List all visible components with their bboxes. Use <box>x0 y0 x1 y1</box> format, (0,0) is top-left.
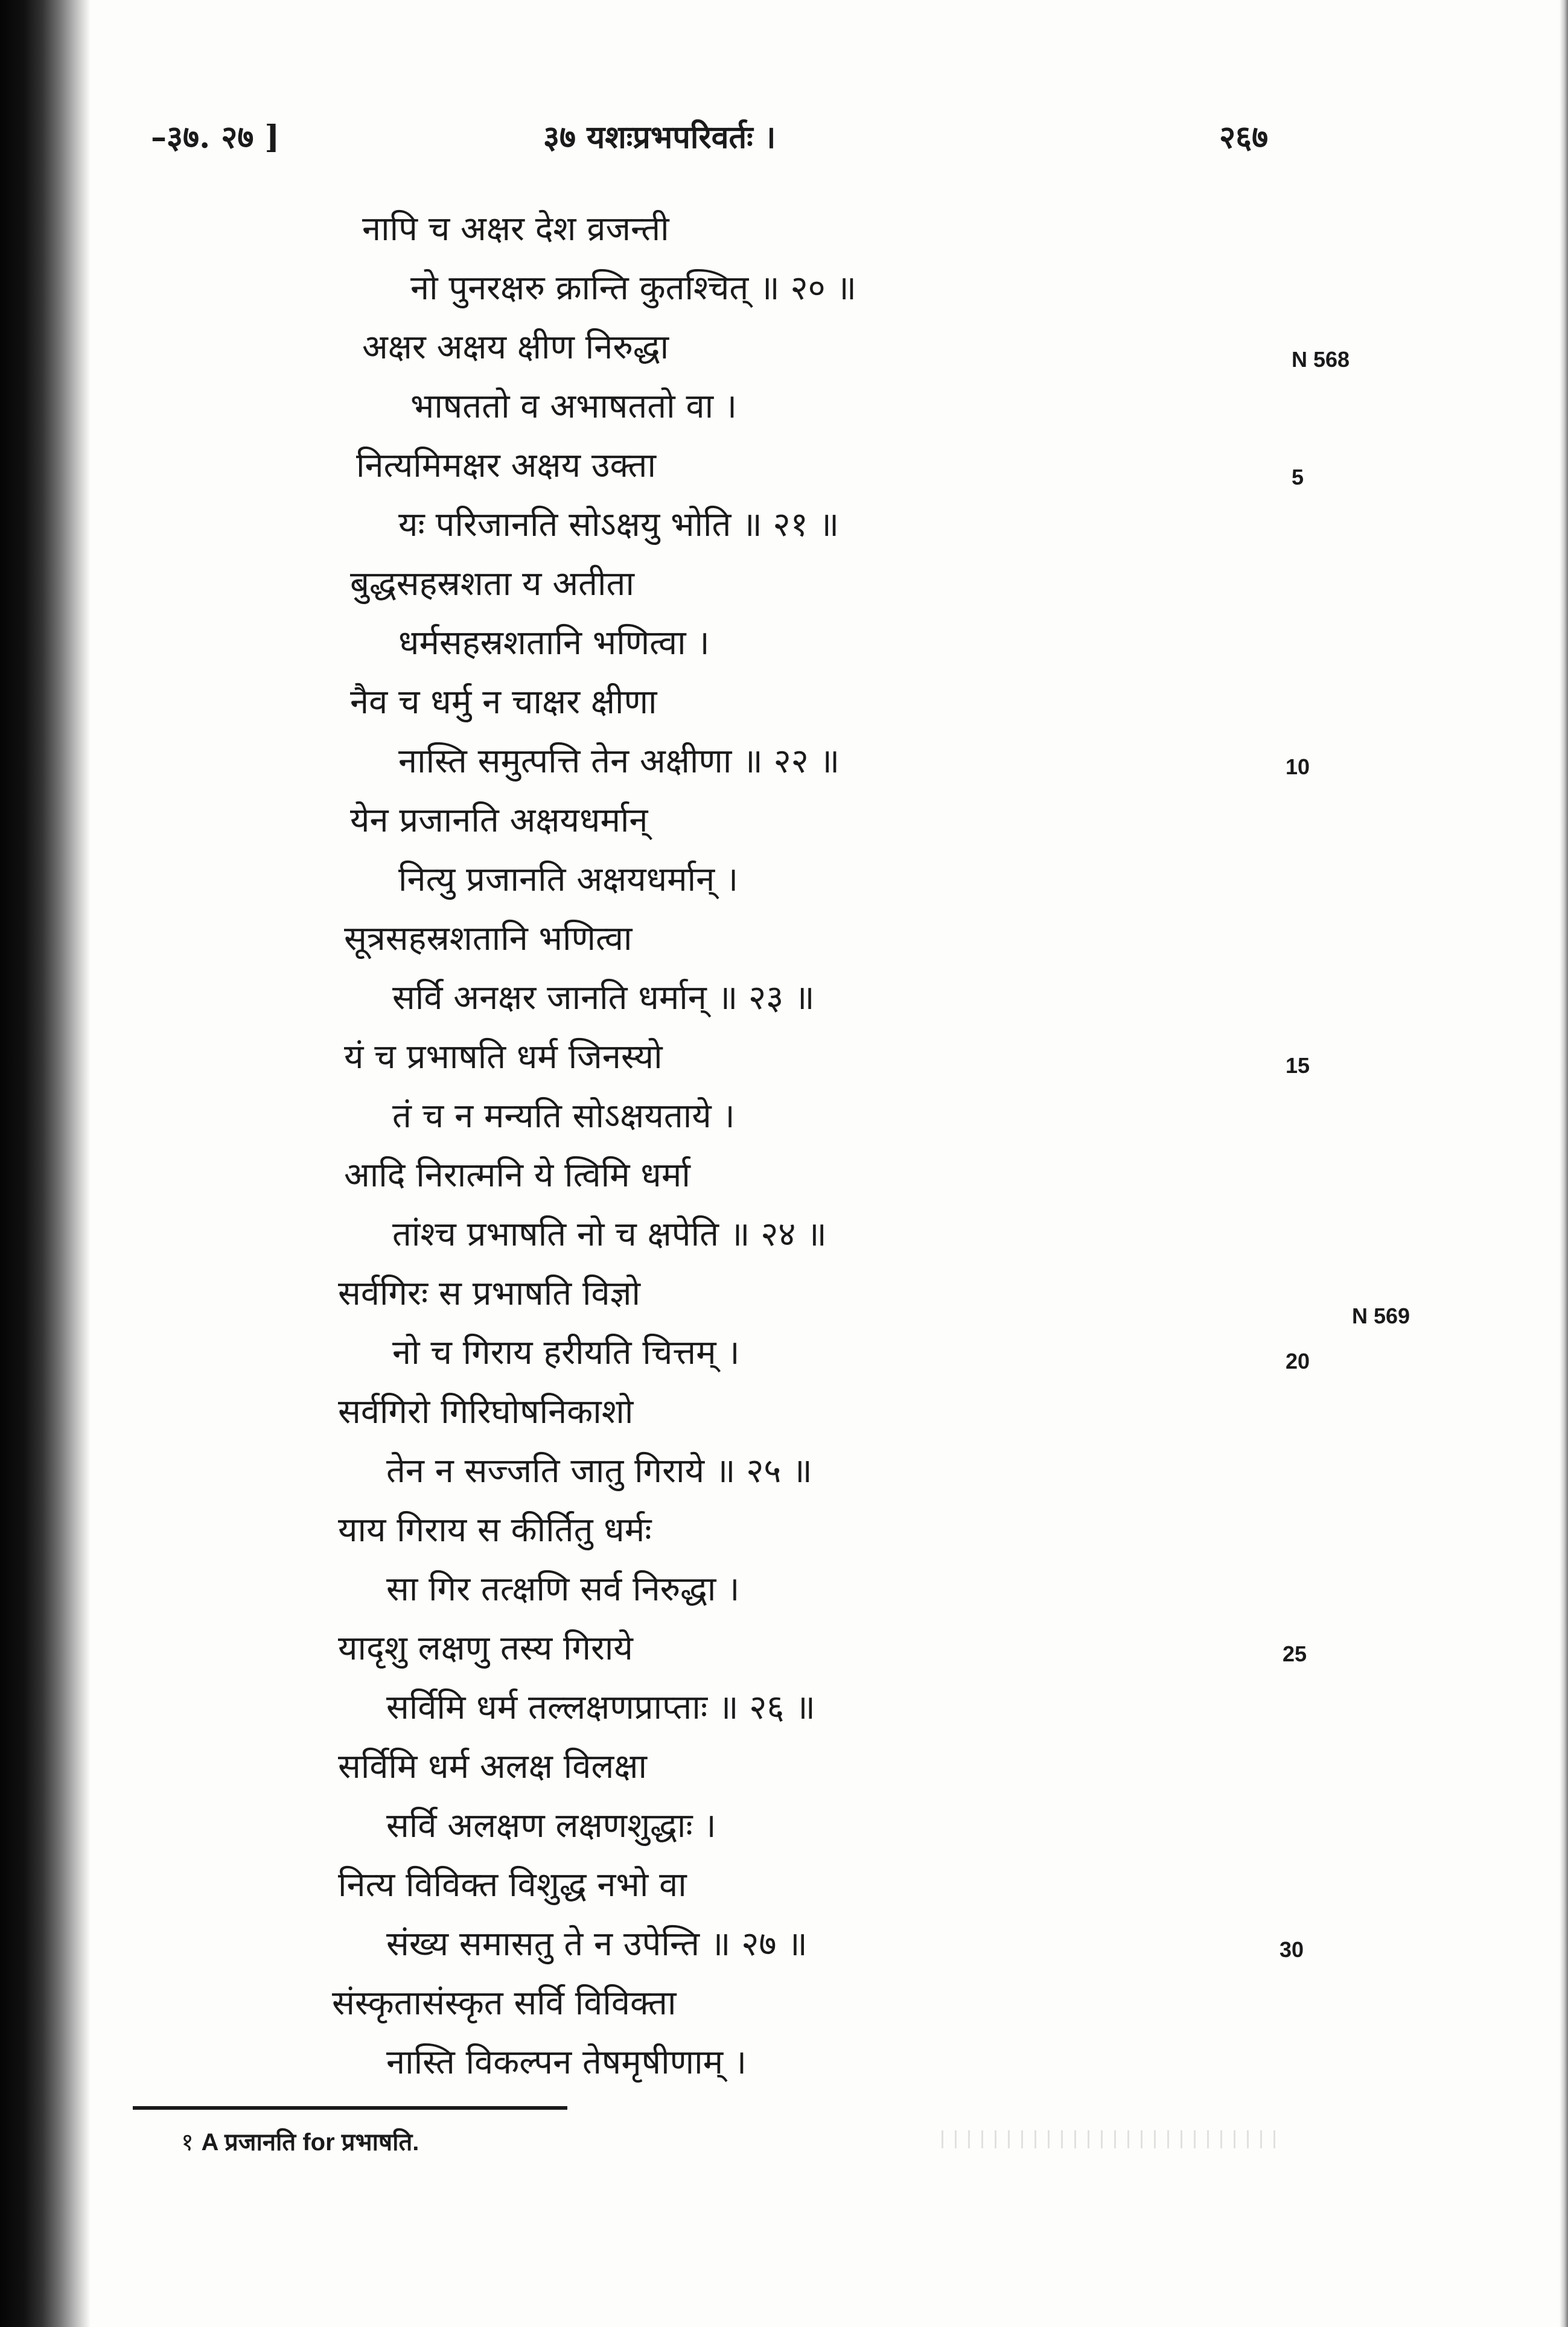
verse-line: नित्य विविक्त विशुद्ध नभो वा <box>338 1865 687 1905</box>
verse-line: तेन न सज्जति जातु गिराये ॥ २५ ॥ <box>386 1451 812 1491</box>
verse-line: नास्ति विकल्पन तेषमृषीणाम् । <box>386 2043 747 2082</box>
verse-line: बुद्धसहस्रशता य अतीता <box>350 564 634 603</box>
footnote-marker: १ <box>181 2128 194 2156</box>
margin-line-15: 15 <box>1286 1053 1310 1078</box>
verse-line: नास्ति समुत्पत्ति तेन अक्षीणा ॥ २२ ॥ <box>398 742 840 781</box>
scan-speckle <box>942 2130 1280 2148</box>
verse-line: याय गिराय स कीर्तितु धर्मः <box>338 1510 652 1550</box>
verse-line: सर्वगिरः स प्रभाषति विज्ञो <box>338 1274 641 1313</box>
header-verse-range: –३७. २७ ] <box>151 119 280 156</box>
running-header <box>0 115 1568 169</box>
verse-line: धर्मसहस्रशतानि भणित्वा । <box>398 623 710 663</box>
verse-line: यादृशु लक्षणु तस्य गिराये <box>338 1629 633 1668</box>
verse-line: नो पुनरक्षरु क्रान्ति कुतश्चित् ॥ २० ॥ <box>410 269 857 308</box>
verse-line: नैव च धर्मु न चाक्षर क्षीणा <box>350 683 657 722</box>
verse-line: नित्यमिमक्षर अक्षय उक्ता <box>356 446 656 485</box>
verse-line: सर्वि अनक्षर जानति धर्मान् ॥ २३ ॥ <box>392 978 815 1017</box>
margin-line-25: 25 <box>1283 1641 1307 1666</box>
page-edge-shadow <box>1560 0 1568 2327</box>
verse-line: अक्षर अक्षय क्षीण निरुद्धा <box>362 328 669 367</box>
header-page-number: २६७ <box>1219 119 1269 156</box>
verse-line: यः परिजानति सोऽक्षयु भोति ॥ २१ ॥ <box>398 505 840 544</box>
verse-line: तं च न मन्यति सोऽक्षयताये । <box>392 1097 735 1136</box>
margin-line-30: 30 <box>1280 1937 1304 1962</box>
verse-line: सर्वि अलक्षण लक्षणशुद्धाः । <box>386 1806 716 1845</box>
verse-line: तांश्च प्रभाषति नो च क्षपेति ॥ २४ ॥ <box>392 1215 827 1254</box>
verse-line: येन प्रजानति अक्षयधर्मान् <box>350 801 648 840</box>
verse-line: सूत्रसहस्रशतानि भणित्वा <box>344 919 633 958</box>
footnote-text: A प्रजानति for प्रभाषति. <box>201 2129 419 2156</box>
verse-line: संस्कृतासंस्कृत सर्वि विविक्ता <box>332 1984 677 2023</box>
margin-line-5: 5 <box>1292 465 1304 489</box>
margin-line-10: 10 <box>1286 754 1310 779</box>
verse-line: सा गिर तत्क्षणि सर्व निरुद्धा । <box>386 1570 740 1609</box>
margin-line-20: 20 <box>1286 1349 1310 1374</box>
margin-ref-n568: N 568 <box>1292 347 1350 372</box>
footnote <box>181 2124 419 2157</box>
verse-line: भाषततो व अभाषततो वा । <box>410 387 738 426</box>
verse-line: नो च गिराय हरीयति चित्तम् । <box>392 1333 740 1372</box>
verse-line: सर्वगिरो गिरिघोषनिकाशो <box>338 1392 634 1431</box>
header-chapter-title: ३७ यशःप्रभपरिवर्तः । <box>543 119 776 156</box>
verse-line: आदि निरात्मनि ये त्विमि धर्मा <box>344 1156 690 1195</box>
verse-line: नित्यु प्रजानति अक्षयधर्मान् । <box>398 860 739 899</box>
verse-line: संख्य समासतु ते न उपेन्ति ॥ २७ ॥ <box>386 1924 808 1964</box>
footnote-rule <box>133 2106 567 2110</box>
verse-line: सर्विमि धर्म अलक्ष विलक्षा <box>338 1747 647 1786</box>
verse-line: नापि च अक्षर देश व्रजन्ती <box>362 209 669 249</box>
verse-line: यं च प्रभाषति धर्म जिनस्यो <box>344 1037 663 1077</box>
verse-line: सर्विमि धर्म तल्लक्षणप्राप्ताः ॥ २६ ॥ <box>386 1688 815 1727</box>
margin-ref-n569: N 569 <box>1352 1304 1410 1328</box>
binding-shadow <box>0 0 91 2327</box>
